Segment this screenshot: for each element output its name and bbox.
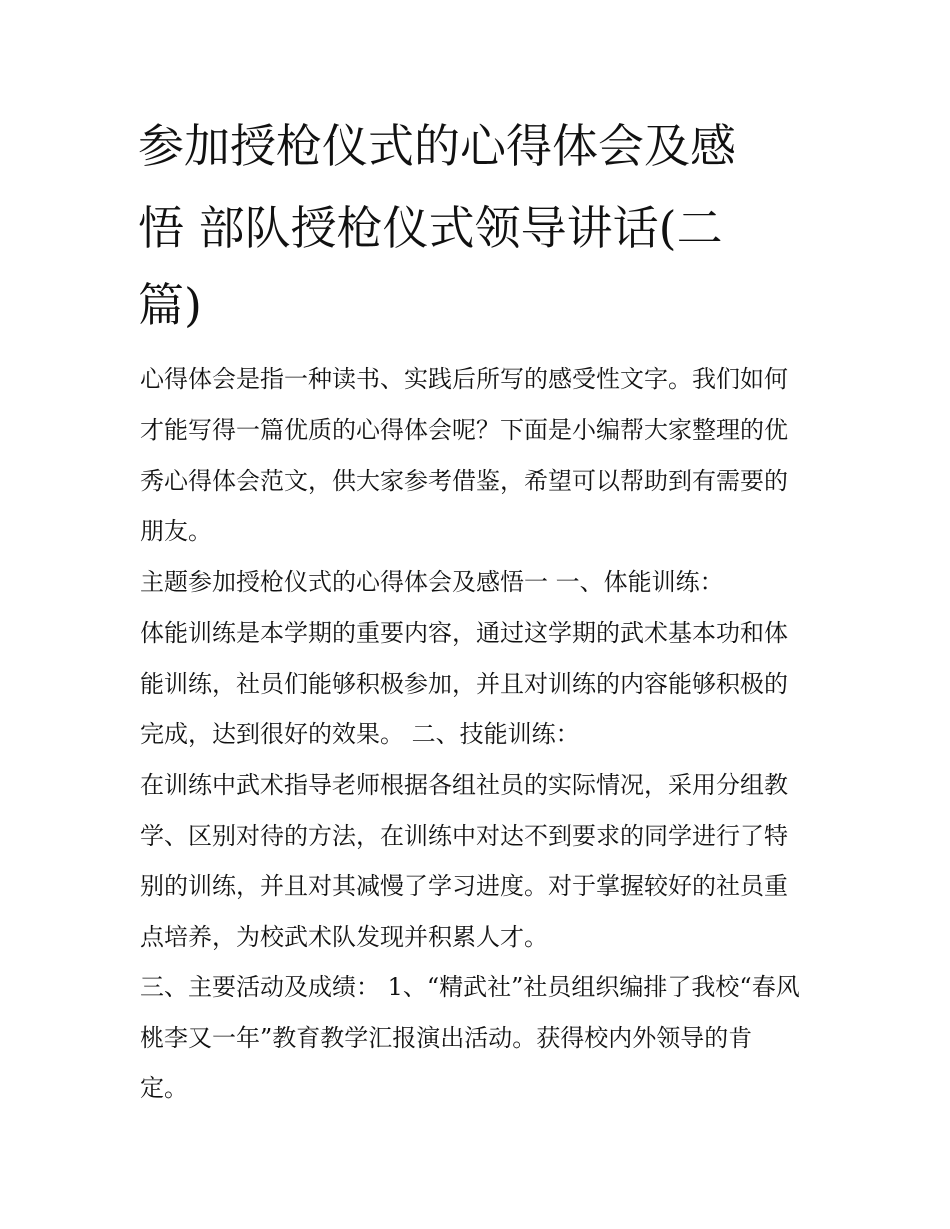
paragraph-line-9: 在训练中武术指导老师根据各组社员的实际情况，采用分组教	[140, 771, 788, 799]
document-title-line-3: 篇)	[138, 278, 202, 332]
paragraph-line-14: 桃李又一年”教育教学汇报演出活动。获得校内外领导的肯	[140, 1024, 753, 1052]
document-title-line-2: 悟 部队授枪仪式领导讲话(二	[138, 201, 723, 255]
paragraph-line-10: 学、区别对待的方法，在训练中对达不到要求的同学进行了特	[140, 822, 788, 850]
paragraph-line-7: 能训练，社员们能够积极参加，并且对训练的内容能够积极的	[140, 670, 788, 698]
section-heading-line: 主题参加授枪仪式的心得体会及感悟一 一、体能训练：	[140, 568, 724, 596]
paragraph-line-6: 体能训练是本学期的重要内容，通过这学期的武术基本功和体	[140, 619, 788, 647]
paragraph-line-15: 定。	[140, 1074, 188, 1102]
paragraph-line-11: 别的训练，并且对其减慢了学习进度。对于掌握较好的社员重	[140, 872, 788, 900]
paragraph-line-8: 完成，达到很好的效果。 二、技能训练：	[140, 720, 580, 748]
paragraph-line-12: 点培养，为校武术队发现并积累人才。	[140, 923, 548, 951]
paragraph-line-2: 才能写得一篇优质的心得体会呢？下面是小编帮大家整理的优	[140, 416, 788, 444]
paragraph-line-13: 三、主要活动及成绩： 1、“精武社”社员组织编排了我校“春风	[140, 973, 800, 1001]
document-title-line-1: 参加授枪仪式的心得体会及感	[138, 119, 736, 173]
paragraph-line-3: 秀心得体会范文，供大家参考借鉴，希望可以帮助到有需要的	[140, 467, 788, 495]
paragraph-line-1: 心得体会是指一种读书、实践后所写的感受性文字。我们如何	[140, 365, 788, 393]
paragraph-line-4: 朋友。	[140, 517, 212, 545]
